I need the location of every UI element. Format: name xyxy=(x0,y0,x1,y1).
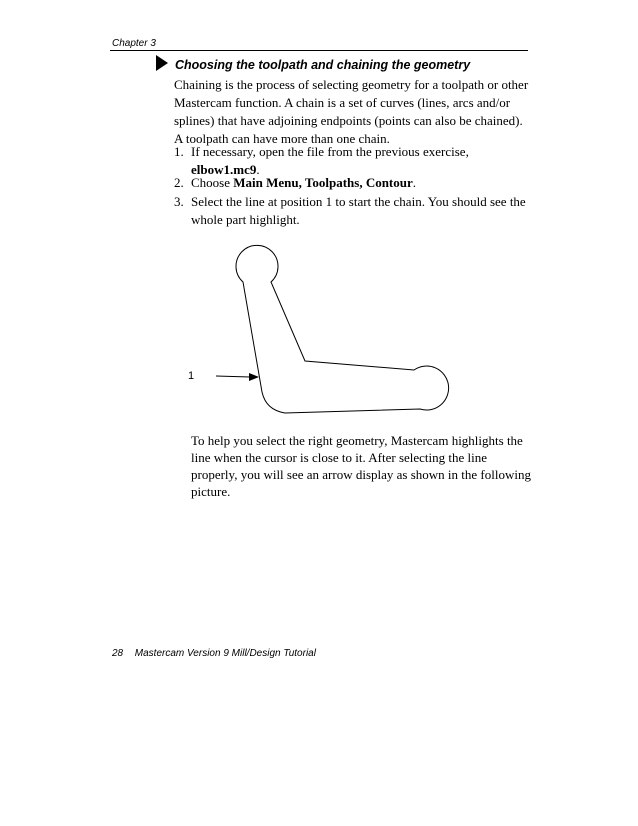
menu-path: Main Menu, Toolpaths, Contour xyxy=(233,175,413,190)
file-name: elbow1.mc9 xyxy=(191,162,257,177)
chapter-header: Chapter 3 xyxy=(112,38,156,49)
intro-paragraph: Chaining is the process of selecting geometry for a toolpath or other Mastercam function. A chain is a set of curves (lines, arcs and/or splines) that have adjoining endpoints (points can also be chained). A toolpath can have more than one chain. xyxy=(174,77,529,146)
page-number: 28 xyxy=(112,648,124,659)
step-number: 3. xyxy=(174,194,184,209)
pointer-arrow-line xyxy=(216,376,250,377)
page-footer xyxy=(112,648,316,659)
header-rule xyxy=(110,50,528,51)
step-text: If necessary, open the file from the previous exercise, elbow1.mc9. xyxy=(191,144,469,177)
triangle-bullet-icon xyxy=(155,55,169,71)
elbow-part-figure xyxy=(180,240,470,420)
step-number: 1. xyxy=(174,144,184,159)
step-text: Select the line at position 1 to start the chain. You should see the whole part highlight. xyxy=(191,194,526,227)
position-label: 1 xyxy=(188,370,195,382)
step-text: Choose Main Menu, Toolpaths, Contour. xyxy=(191,175,417,190)
step-number: 2. xyxy=(174,175,184,190)
section-heading: Choosing the toolpath and chaining the geometry xyxy=(175,58,471,72)
part-outline xyxy=(236,245,449,413)
pointer-arrowhead-icon xyxy=(249,373,259,381)
after-figure-paragraph: To help you select the right geometry, Mastercam highlights the line when the cursor is close to it. After selecting the line properly, you will see an arrow display as shown in the following picture. xyxy=(191,433,531,499)
footer-title: Mastercam Version 9 Mill/Design Tutorial xyxy=(134,648,316,659)
